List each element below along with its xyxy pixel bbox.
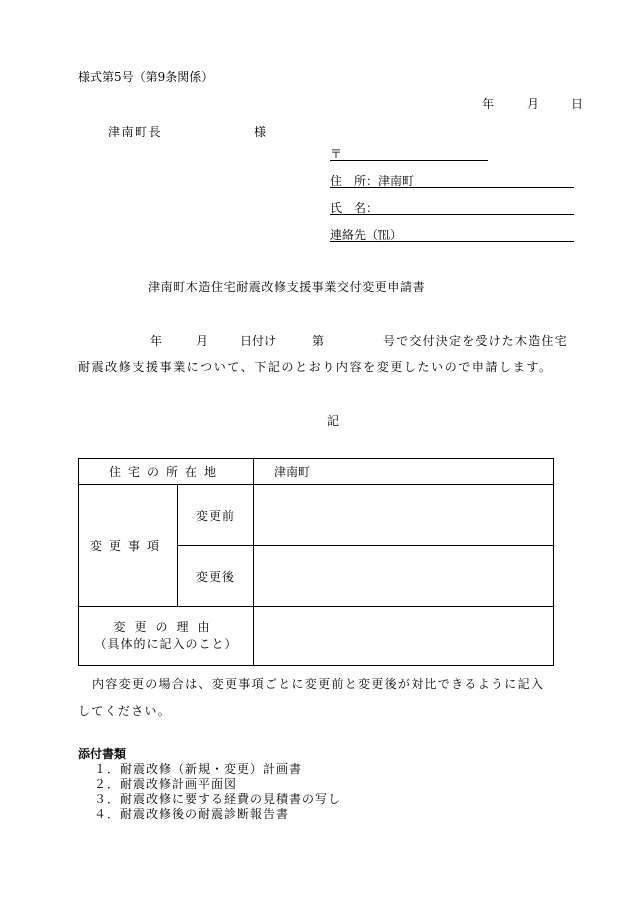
form-number: 様式第5号（第9条関係） — [78, 70, 214, 84]
postal-mark: 〒 — [330, 147, 343, 161]
body-month: 月 — [196, 334, 209, 348]
change-items-label: 変更事項 — [89, 539, 166, 553]
reason-note: （具体的に記入のこと） — [94, 637, 238, 651]
address-field — [330, 172, 574, 188]
after-label-cell — [178, 546, 254, 607]
after-value-cell — [254, 546, 554, 607]
body-line1-rest: 号で交付決定を受けた木造住宅 — [383, 334, 568, 348]
body-line2: 耐震改修支援事業について、下記のとおり内容を変更したいので申請します。 — [78, 360, 553, 374]
contact-label: 連絡先（℡） — [330, 228, 403, 242]
change-items-label-cell — [79, 485, 178, 607]
table-row-reason — [79, 607, 554, 666]
location-value-cell — [254, 459, 554, 485]
location-value: 津南町 — [274, 465, 311, 479]
before-label: 変更前 — [196, 508, 236, 523]
location-label: 住宅の所在地 — [109, 465, 224, 479]
name-label: 氏 名： — [330, 201, 379, 215]
date-day: 日 — [571, 97, 584, 111]
address-label: 住 所：津南町 — [330, 174, 415, 188]
addressee-honorific: 様 — [254, 125, 267, 139]
body-number-prefix: 第 — [312, 334, 325, 348]
document-title: 津南町木造住宅耐震改修支援事業交付変更申請書 — [148, 280, 426, 294]
table-row-location — [79, 459, 554, 485]
location-label-cell — [79, 459, 254, 485]
name-field — [330, 199, 574, 215]
note-line2: してください。 — [78, 704, 172, 718]
reason-label: 変更の理由 — [113, 620, 219, 634]
reason-value-cell — [254, 607, 554, 666]
list-item: ４．耐震改修後の耐震診断報告書 — [94, 807, 290, 821]
date-month: 月 — [527, 97, 540, 111]
list-item: ２．耐震改修計画平面図 — [94, 777, 238, 791]
reason-label-cell — [79, 607, 254, 666]
contact-field — [330, 226, 574, 242]
addressee-name: 津南町長 — [108, 125, 163, 139]
list-item: １．耐震改修（新規・変更）計画書 — [94, 762, 303, 776]
postal-code-field — [330, 145, 488, 161]
table-row-before — [79, 485, 554, 546]
attachments-heading: 添付書類 — [78, 747, 127, 761]
note-line1: 内容変更の場合は、変更事項ごとに変更前と変更後が対比できるように記入 — [92, 677, 545, 691]
list-item: ３．耐震改修に要する経費の見積書の写し — [94, 792, 342, 806]
change-table — [78, 458, 554, 666]
date-year: 年 — [482, 97, 495, 111]
ki-label: 記 — [327, 414, 340, 428]
attachments-list — [94, 762, 341, 822]
body-date-suffix: 日付け — [240, 334, 277, 348]
before-value-cell — [254, 485, 554, 546]
before-label-cell — [178, 485, 254, 546]
body-year: 年 — [150, 334, 163, 348]
after-label: 変更後 — [196, 569, 236, 584]
